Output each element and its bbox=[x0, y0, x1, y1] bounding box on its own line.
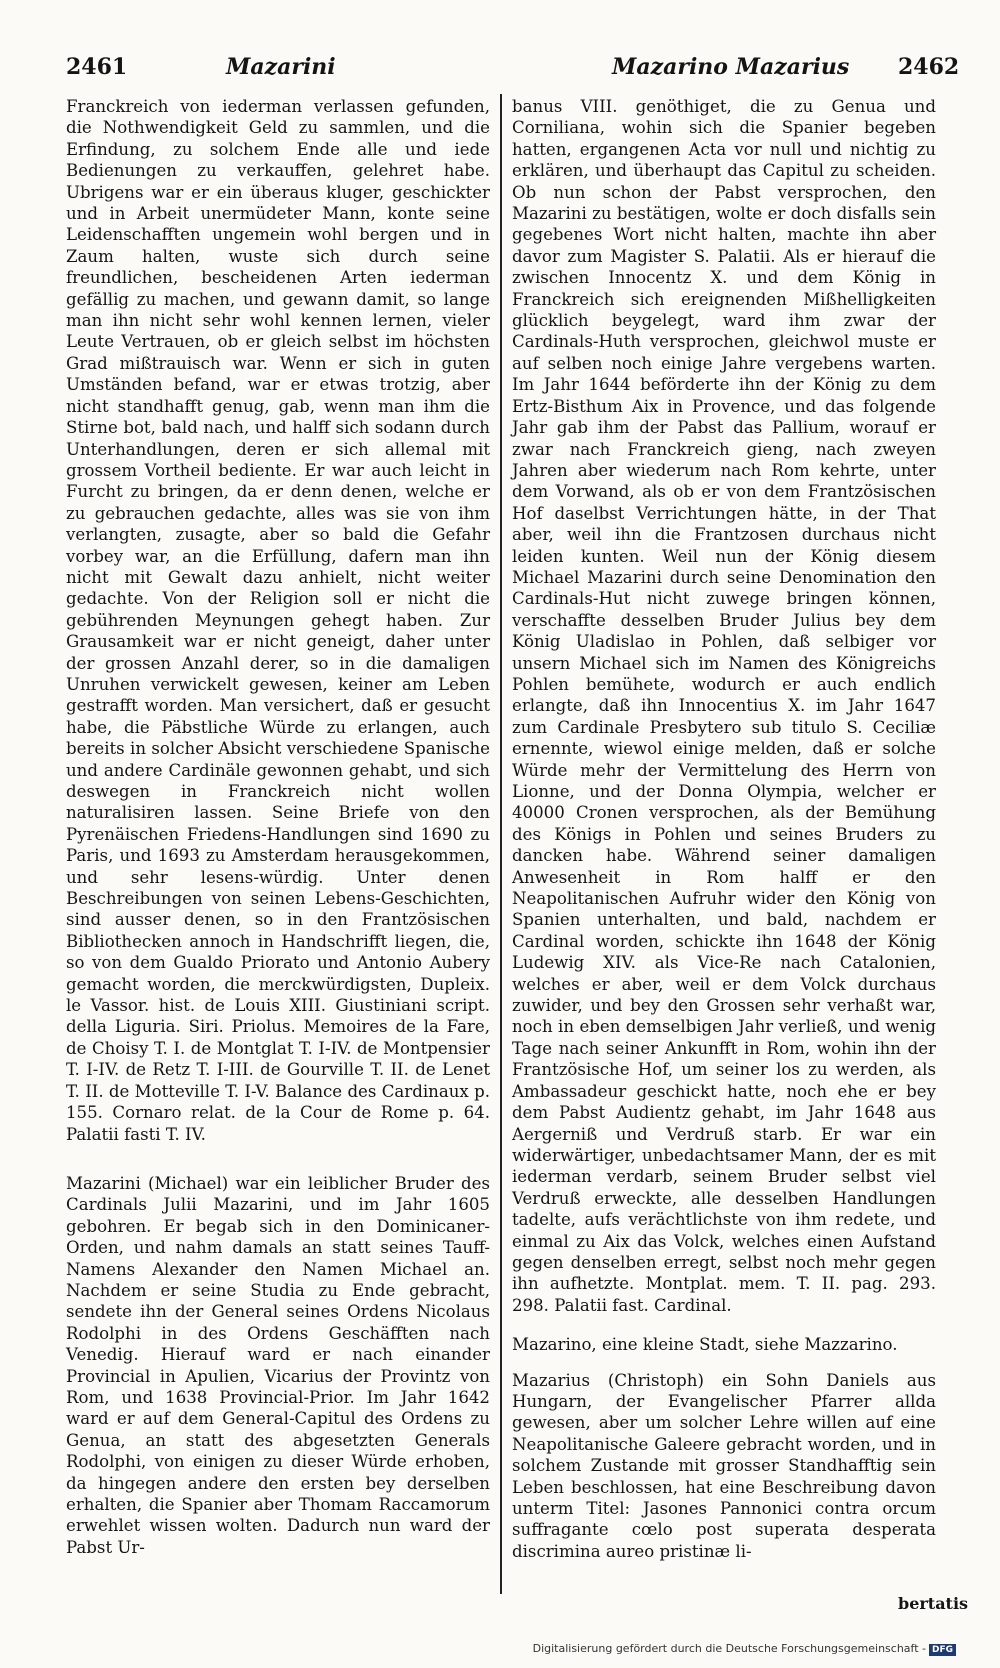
right-column bbox=[512, 96, 936, 1562]
dfg-logo: DFG bbox=[929, 1644, 956, 1656]
paragraph-mazarini-julius-end: Franckreich von iederman verlassen gefunden, die Nothwendigkeit Geld zu sammlen, und die Erfindung, zu solchem Ende alle und iede Bedienungen zu verkauffen, gelehret habe. Ubrigens war er ein überaus kluger, geschickter und in Arbeit unermüdeter Mann, konte seine Leidenschafften ungemein wohl bergen und in Zaum halten, wuste sich durch seine freundlichen, bescheidenen Arten iederman gefällig zu machen, und gewann damit, so lange man ihn nicht sehr wohl kennen lernen, vieler Leute Vertrauen, ob er gleich selbst im höchsten Grad mißtrauisch war. Wenn er sich in guten Umständen befand, war er etwas trotzig, aber nicht standhafft genug, gab, wenn man ihm die Stirne bot, bald nach, und halff sich sodann durch Unterhandlungen, deren er sich allemal mit grossem Vortheil bediente. Er war auch leicht in Furcht zu bringen, da er denn denen, welche er zu gebrauchen gedachte, alles was sie von ihm verlangten, zusagte, aber so bald die Gefahr vorbey war, an die Erfüllung, dafern man ihn nicht mit Gewalt dazu anhielt, nicht weiter gedachte. Von der Religion soll er nicht die gebührenden Meynungen gehegt haben. Zur Grausamkeit war er nicht geneigt, daher unter der grossen Anzahl derer, so in die damaligen Unruhen verwickelt gewesen, keiner am Leben gestrafft worden. Man versichert, daß er gesucht habe, die Päbstliche Würde zu erlangen, auch bereits in solcher Absicht verschiedene Spanische und andere Cardinäle gewonnen gehabt, und sich deswegen in Franckreich nicht wollen naturalisiren lassen. Seine Briefe von den Pyrenäischen Friedens-Handlungen sind 1690 zu Paris, und 1693 zu Amsterdam herausgekommen, und sehr lesens-würdig. Unter denen Beschreibungen von seinen Lebens-Geschichten, sind ausser denen, so in den Frantzösischen Bibliothecken annoch in Handschrifft liegen, die, so von dem Gualdo Priorato und Antonio Aubery gemacht worden, die merckwürdigsten, Dupleix. le Vassor. hist. de Louis XIII. Giustiniani script. della Liguria. Siri. Priolus. Memoires de la Fare, de Choisy T. I. de Montglat T. I-IV. de Montpensier T. I-IV. de Retz T. I-III. de Gourville T. II. de Lenet T. II. de Motteville T. I-V. Balance des Cardinaux p. 155. Cornaro relat. de la Cour de Rome p. 64. Palatii fasti T. IV. bbox=[66, 97, 490, 1144]
column-divider bbox=[500, 94, 502, 1594]
digitization-footer bbox=[533, 1642, 956, 1656]
left-head-word: Mazarini bbox=[226, 54, 336, 80]
paragraph-michael-continued: banus VIII. genöthiget, die zu Genua und Corniliana, wohin sich die Spanier begeben hatten, ergangenen Acta vor null und nichtig zu erklären, und überhaupt das Capitul zu scheiden. Ob nun schon der Pabst versprochen, den Mazarini zu bestätigen, wolte er doch disfalls sein gegebenes Wort nicht halten, machte ihn aber davor zum Magister S. Palatii. Als er hierauf die zwischen Innocentz X. und dem König in Franckreich sich ereignenden Mißhelligkeiten glücklich beygelegt, ward ihm zwar der Cardinals-Huth versprochen, gleichwol muste er auf selben noch einige Jahre vergebens warten. Im Jahr 1644 beförderte ihn der König zu dem Ertz-Bisthum Aix in Provence, und das folgende Jahr gab ihm der Pabst das Pallium, worauf er zwar nach Franckreich gieng, nach zweyen Jahren aber wiederum nach Rom kehrte, unter dem Vorwand, als ob er von dem Frantzösischen Hof daselbst Verrichtungen hätte, in der That aber, weil ihn die Frantzosen durchaus nicht leiden kunten. Weil nun der König diesem Michael Mazarini durch seine Denomination den Cardinals-Hut nicht zuwege bringen können, verschaffte desselben Bruder Julius bey dem König Uladislao in Pohlen, daß selbiger vor unsern Michael sich im Namen des Königreichs Pohlen bemühete, wodurch er auch endlich erlangte, daß ihn Innocentius X. im Jahr 1647 zum Cardinale Presbytero sub titulo S. Ceciliæ ernennte, wiewol einige melden, daß er solche Würde mehr der Vermittelung des Herrn von Lionne, und der Donna Olympia, welcher er 40000 Cronen versprochen, als der Bemühung des Königs in Pohlen und seines Bruders zu dancken habe. Während seiner damaligen Anwesenheit in Rom halff er den Neapolitanischen Aufruhr wider den König von Spanien unterhalten, und bald, nachdem er Cardinal worden, schickte ihn 1648 der König Ludewig XIV. als Vice-Re nach Catalonien, welches er aber, weil er dem Volck durchaus zuwider, und bey den Grossen sehr verhaßt war, noch in eben demselbigen Jahr verließ, und wenig Tage nach seiner Ankunfft in Rom, wohin ihn der Frantzösische Hof, um seiner los zu werden, als Ambassadeur geschickt hatte, noch ehe er bey dem Pabst Audientz gehabt, im Jahr 1648 aus Aergerniß und Verdruß starb. Er war ein widerwärtiger, unbedachtsamer Mann, der es mit iederman verdarb, seinem Bruder selbst viel Verdruß erweckte, alle desselben Handlungen tadelte, aufs verächtlichste von ihm redete, und einmal zu Aix das Volck, welches einen Aufstand gegen denselben erregt, selbst noch mehr gegen ihn aufhetzte. Montplat. mem. T. II. pag. 293. 298. Palatii fast. Cardinal. bbox=[512, 97, 936, 1315]
left-page-number: 2461 bbox=[66, 54, 128, 80]
footer-text: Digitalisierung gefördert durch die Deutsche Forschungsgemeinschaft - bbox=[532, 1642, 926, 1655]
right-page-number: 2462 bbox=[898, 54, 960, 80]
right-head-words: Mazarino Mazarius bbox=[612, 54, 850, 80]
left-column bbox=[66, 96, 490, 1558]
paragraph-mazarius: Mazarius (Christoph) ein Sohn Daniels aus Hungarn, der Evangelischer Pfarrer allda gewesen, aber um solcher Lehre willen auf eine Neapolitanische Galeere gebracht worden, und in solchem Zustande mit grosser Standhafftig sein Leben beschlossen, hat eine Beschreibung davon unterm Titel: Jasones Pannonici contra orcum suffragante cœlo post superata desperata discrimina aureo pristinæ li- bbox=[512, 1370, 936, 1561]
paragraph-mazarini-michael: Mazarini (Michael) war ein leiblicher Bruder des Cardinals Julii Mazarini, und im Jahr 1605 gebohren. Er begab sich in den Dominicaner-Orden, und nahm damals an statt seines Tauff-Namens Alexander den Namen Michael an. Nachdem er seine Studia zu Ende gebracht, sendete ihn der General seines Ordens Nicolaus Rodolphi in des Ordens Geschäfften nach Venedig. Hierauf ward er nach einander Provincial in Apulien, Vicarius der Provintz von Rom, und 1638 Provincial-Prior. Im Jahr 1642 ward er auf dem General-Capitul des Ordens zu Genua, an statt des abgesetzten Generals Rodolphi, von einigen zu dieser Würde erhoben, da hingegen andere den ersten bey derselben erhalten, die Spanier aber Thomam Raccamorum erwehlet wissen wolten. Dadurch nun ward der Pabst Ur- bbox=[66, 1173, 490, 1557]
paragraph-mazarino: Mazarino, eine kleine Stadt, siehe Mazzarino. bbox=[512, 1335, 898, 1355]
catchword: bertatis bbox=[898, 1594, 969, 1613]
